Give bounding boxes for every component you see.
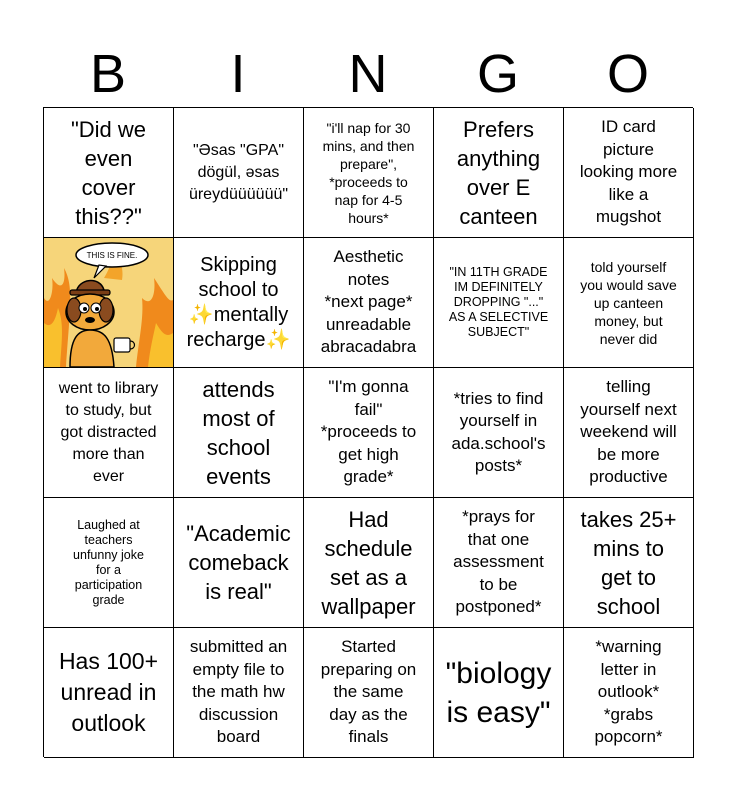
cell-text: "biology is easy" bbox=[445, 656, 552, 729]
cell-text: Prefers anything over E canteen bbox=[456, 116, 541, 229]
bingo-cell[interactable] bbox=[564, 238, 694, 368]
bingo-cell[interactable] bbox=[174, 108, 304, 238]
bingo-cell[interactable] bbox=[434, 238, 564, 368]
cell-text: takes 25+ mins to get to school bbox=[580, 506, 677, 619]
header-letter-o: O bbox=[606, 44, 649, 104]
bingo-cell[interactable] bbox=[434, 498, 564, 628]
cell-text: *tries to find yourself in ada.school's posts* bbox=[451, 388, 546, 475]
bingo-grid bbox=[43, 107, 693, 757]
bingo-cell[interactable] bbox=[564, 498, 694, 628]
bingo-cell[interactable] bbox=[564, 368, 694, 498]
bingo-cell[interactable] bbox=[304, 498, 434, 628]
bingo-cell[interactable] bbox=[304, 628, 434, 758]
cell-text: "IN 11TH GRADE IM DEFINITELY DROPPING "..." AS A SELECTIVE SUBJECT" bbox=[448, 265, 549, 339]
cell-text: submitted an empty file to the math hw discussion board bbox=[189, 637, 288, 747]
bingo-cell[interactable] bbox=[304, 238, 434, 368]
bingo-cell[interactable] bbox=[564, 108, 694, 238]
bingo-cell[interactable] bbox=[304, 368, 434, 498]
bingo-cell[interactable] bbox=[44, 368, 174, 498]
bingo-cell[interactable] bbox=[564, 628, 694, 758]
bingo-cell[interactable] bbox=[304, 108, 434, 238]
cell-text: "i'll nap for 30 mins, and then prepare", *proceeds to nap for 4-5 hours* bbox=[322, 119, 415, 226]
bingo-cell[interactable] bbox=[174, 238, 304, 368]
cell-text: told yourself you would save up canteen money, but never did bbox=[580, 258, 677, 347]
cell-text: telling yourself next weekend will be more productive bbox=[580, 377, 677, 487]
header-letter-g: G bbox=[476, 44, 519, 104]
bingo-cell[interactable] bbox=[44, 628, 174, 758]
meme-caption: THIS IS FINE. bbox=[86, 251, 138, 260]
cell-text: *prays for that one assessment to be postponed* bbox=[453, 507, 544, 617]
cell-text: Started preparing on the same day as the finals bbox=[320, 637, 417, 747]
cell-text: ID card picture looking more like a mugshot bbox=[579, 117, 678, 227]
bingo-cell[interactable] bbox=[44, 498, 174, 628]
bingo-header bbox=[43, 42, 693, 106]
cell-text: went to library to study, but got distracted more than ever bbox=[58, 379, 159, 485]
cell-text: "Əsas "GPA" dögül, əsas üreydüüüüüü" bbox=[188, 141, 289, 203]
this-is-fine-dog-icon bbox=[44, 238, 173, 367]
bingo-cell[interactable] bbox=[174, 368, 304, 498]
bingo-cell[interactable] bbox=[174, 628, 304, 758]
cell-text: *warning letter in outlook* *grabs popcorn* bbox=[594, 637, 663, 747]
bingo-cell[interactable] bbox=[174, 498, 304, 628]
bingo-cell[interactable] bbox=[434, 628, 564, 758]
cell-text: "Did we even cover this??" bbox=[70, 116, 147, 229]
header-letter-n: N bbox=[348, 44, 388, 104]
bingo-cell-image[interactable] bbox=[44, 238, 174, 368]
bingo-cell[interactable] bbox=[44, 108, 174, 238]
cell-text: Has 100+ unread in outlook bbox=[58, 648, 159, 736]
header-letter-i: I bbox=[230, 44, 246, 104]
cell-text: "Academic comeback is real" bbox=[186, 521, 291, 604]
cell-text: Laughed at teachers unfunny joke for a participation grade bbox=[73, 517, 144, 607]
cell-text: "I'm gonna fail" *proceeds to get high grade* bbox=[320, 377, 417, 487]
cell-text: attends most of school events bbox=[202, 376, 275, 489]
cell-text: Aesthetic notes *next page* unreadable abracadabra bbox=[320, 247, 417, 357]
bingo-cell[interactable] bbox=[434, 108, 564, 238]
header-letter-b: B bbox=[89, 44, 127, 104]
bingo-cell[interactable] bbox=[434, 368, 564, 498]
cell-text: Skipping school to ✨mentally recharge✨ bbox=[186, 253, 291, 351]
cell-text: Had schedule set as a wallpaper bbox=[321, 506, 416, 619]
